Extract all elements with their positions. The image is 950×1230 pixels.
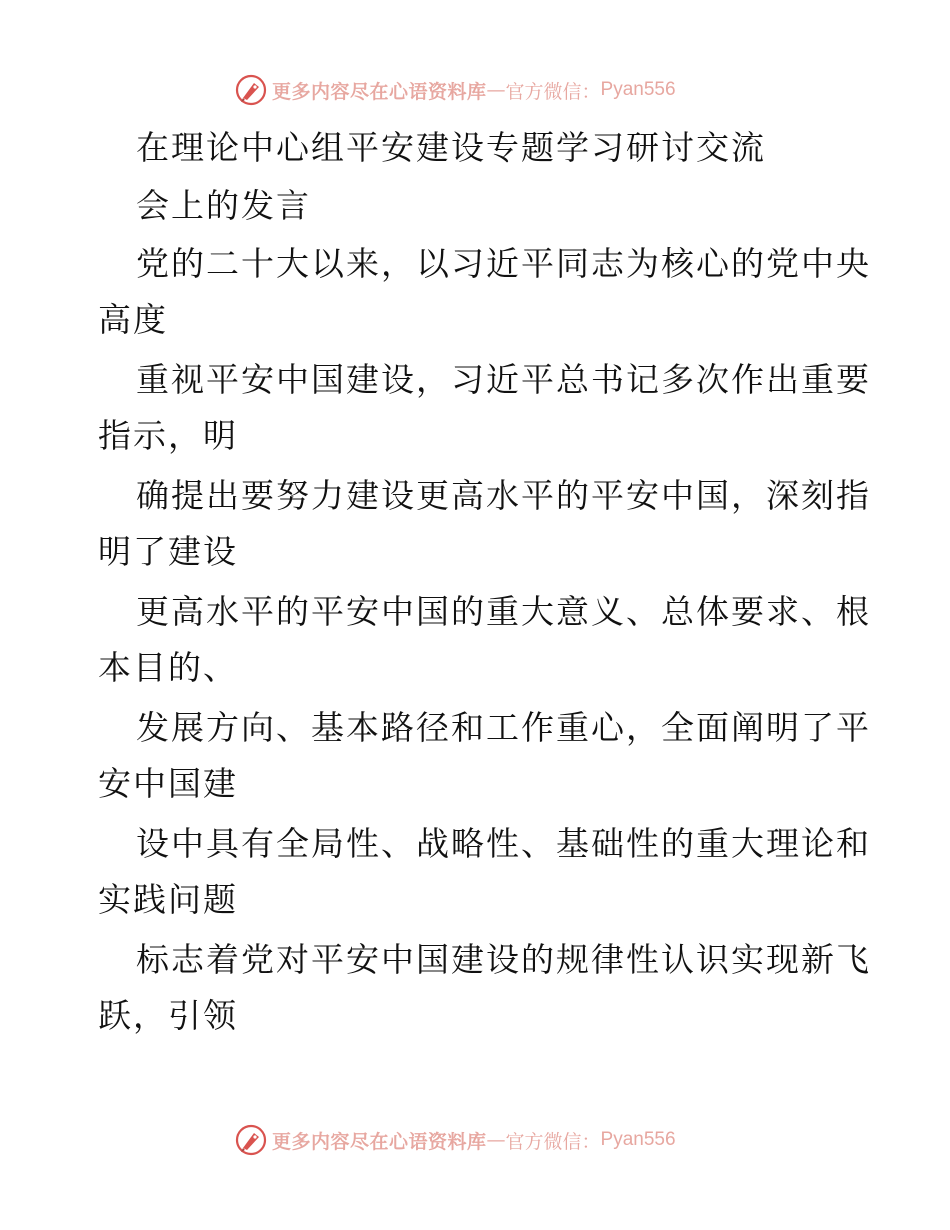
text-line: 高度 [98,300,168,339]
watermark-id: Pyan556 [600,1129,676,1150]
pen-nib-logo-icon [234,73,268,107]
text-line: 党的二十大以来，以习近平同志为核心的党中央 [136,244,871,283]
footer-watermark [234,1122,754,1158]
pen-nib-logo-icon [234,1123,268,1157]
watermark-prefix: 更多内容尽在心语资料库 [272,1130,487,1153]
text-line: 明了建设 [98,532,238,571]
text-line: 实践问题 [98,880,238,919]
text-line: 发展方向、基本路径和工作重心，全面阐明了平 [136,708,871,747]
watermark-prefix: 更多内容尽在心语资料库 [272,80,487,103]
text-line: 标志着党对平安中国建设的规律性认识实现新飞 [136,940,871,979]
text-line: 跃，引领 [98,996,238,1035]
title-line-2: 会上的发言 [136,186,311,225]
text-line: 确提出要努力建设更高水平的平安中国，深刻指 [136,476,871,515]
text-line: 指示，明 [98,416,238,455]
text-line: 本目的、 [98,648,238,687]
watermark-dash: — [486,79,506,101]
text-line: 重视平安中国建设，习近平总书记多次作出重要 [136,360,871,399]
title-line-1: 在理论中心组平安建设专题学习研讨交流 [136,128,766,167]
watermark-dash: — [486,1129,506,1151]
watermark-suffix: 官方微信： [505,80,601,103]
watermark-id: Pyan556 [600,79,676,100]
header-watermark [234,72,754,108]
text-line: 安中国建 [98,764,238,803]
text-line: 更高水平的平安中国的重大意义、总体要求、根 [136,592,871,631]
text-line: 设中具有全局性、战略性、基础性的重大理论和 [136,824,871,863]
watermark-suffix: 官方微信： [505,1130,601,1153]
